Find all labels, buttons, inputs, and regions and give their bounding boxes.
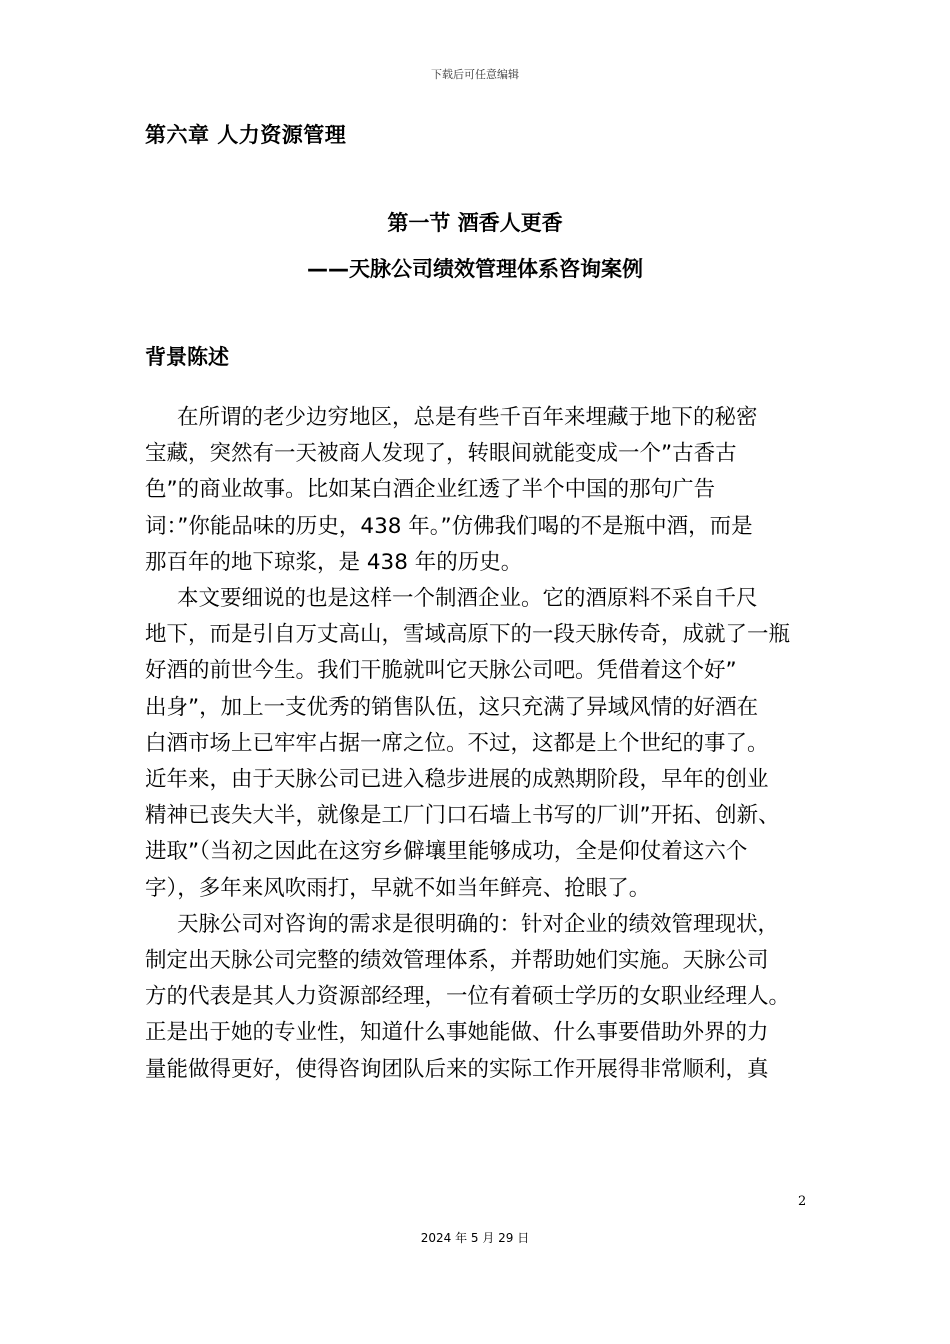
paragraph-line: 天脉公司对咨询的需求是很明确的：针对企业的绩效管理现状， [177,911,780,937]
paragraph-line: 色”的商业故事。比如某白酒企业红透了半个中国的那句广告 [145,477,716,503]
background-heading: 背景陈述 [145,345,229,369]
paragraph-line: 宝藏，突然有一天被商人发现了，转眼间就能变成一个”古香古 [145,441,737,467]
paragraph-line: 地下，而是引自万丈高山，雪域高原下的一段天脉传奇，成就了一瓶 [145,622,791,648]
paragraph-line: 字），多年来风吹雨打，早就不如当年鲜亮、抢眼了。 [145,875,651,901]
footer-date: 2024 年 5 月 29 日 [420,1231,530,1245]
paragraph-line: 出身”，加上一支优秀的销售队伍，这只充满了异域风情的好酒在 [145,694,759,720]
paragraph-line: 那百年的地下琼浆，是 438 年的历史。 [145,549,523,575]
paragraph-line: 量能做得更好，使得咨询团队后来的实际工作开展得非常顺利，真 [145,1056,769,1082]
page-number: 2 [798,1194,807,1209]
chapter-title: 第六章 人力资源管理 [145,123,347,147]
paragraph-line: 白酒市场上已牢牢占据一席之位。不过，这都是上个世纪的事了。 [145,730,769,756]
section-title: 第一节 酒香人更香 [387,211,563,235]
paragraph-line: 制定出天脉公司完整的绩效管理体系，并帮助她们实施。天脉公司 [145,948,769,974]
body-text [145,400,815,1088]
paragraph-line: 正是出于她的专业性，知道什么事她能做、什么事要借助外界的力 [145,1020,769,1046]
paragraph-line: 词：”你能品味的历史，438 年。”仿佛我们喝的不是瓶中酒，而是 [145,513,753,539]
paragraph-line: 精神已丧失大半，就像是工厂门口石墙上书写的厂训”开拓、创新、 [145,803,780,829]
paragraph-line: 在所谓的老少边穷地区，总是有些千百年来埋藏于地下的秘密 [177,405,758,430]
paragraph-line: 进取”（当初之因此在这穷乡僻壤里能够成功，全是仰仗着这六个 [145,839,748,865]
paragraph-line: 好酒的前世今生。我们干脆就叫它天脉公司吧。凭借着这个好” [145,658,737,684]
section-subtitle: ——天脉公司绩效管理体系咨询案例 [307,257,643,281]
header-note: 下载后可任意编辑 [431,68,519,81]
paragraph-line: 方的代表是其人力资源部经理，一位有着硕士学历的女职业经理人。 [145,984,791,1010]
paragraph-line: 近年来，由于天脉公司已进入稳步进展的成熟期阶段，早年的创业 [145,767,769,793]
paragraph-line: 本文要细说的也是这样一个制酒企业。它的酒原料不采自千尺 [177,586,758,612]
